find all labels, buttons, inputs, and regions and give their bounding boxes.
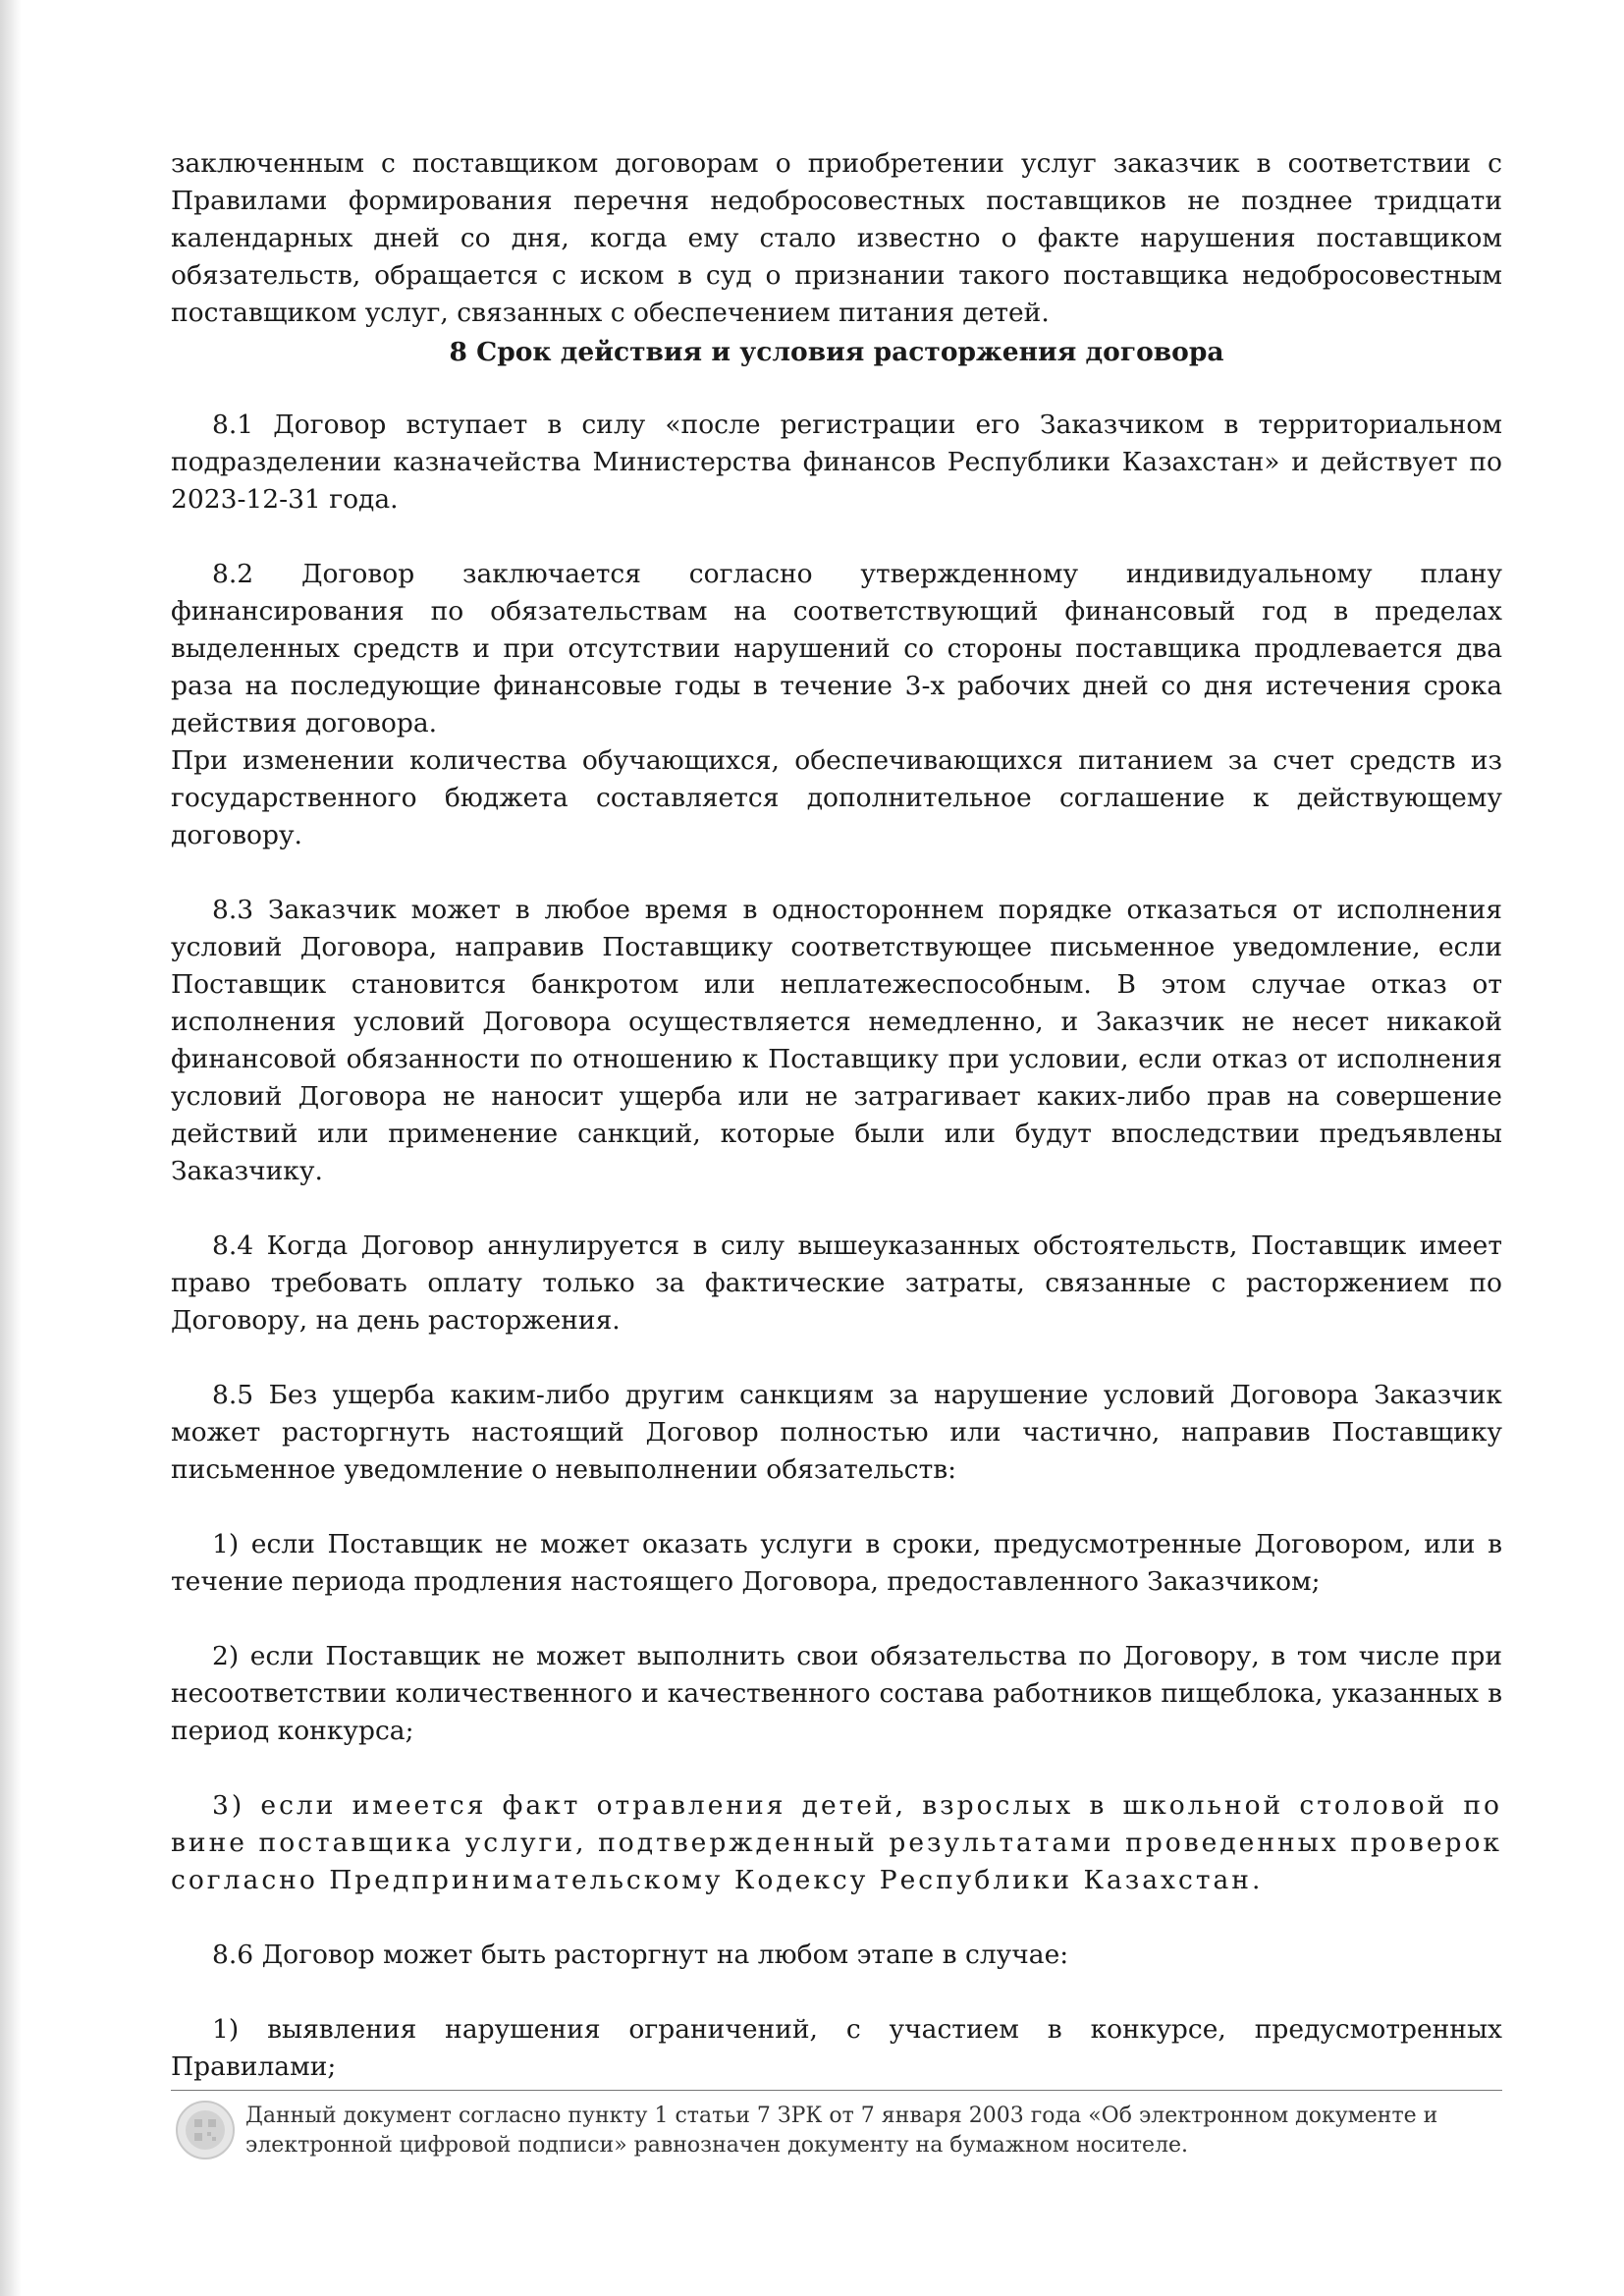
- clause-8-6: 8.6 Договор может быть расторгнут на любом этапе в случае:: [212, 1940, 1069, 1970]
- clause-8-2-continuation: При изменении количества обучающихся, обеспечивающихся питанием за счет средств из государственного бюджета составляется дополнительное соглашение к действующему договору.: [171, 745, 1502, 850]
- document-body: [171, 145, 1502, 2086]
- footer: [171, 2100, 1502, 2168]
- legal-footnote: Данный документ согласно пункту 1 статьи 7 ЗРК от 7 января 2003 года «Об электронном документе и электронной цифровой подписи» равнозначен документу на бумажном носителе.: [245, 2104, 1438, 2158]
- clause-8-2: 8.2 Договор заключается согласно утвержденному индивидуальному плану финансирования по обязательствам на соответствующий финансовый год в пределах выделенных средств и при отсутствии нарушений со стороны поставщика продлевается два раза на последующие финансовые годы в течение 3-х рабочих дней со дня истечения срока действия договора.: [171, 559, 1502, 738]
- scan-edge-shadow: [0, 0, 22, 2296]
- clause-8-5: 8.5 Без ущерба каким-либо другим санкциям за нарушение условий Договора Заказчик может расторгнуть настоящий Договор полностью или частично, направив Поставщику письменное уведомление о невыполнении обязательств:: [171, 1380, 1502, 1485]
- clause-8-1: 8.1 Договор вступает в силу «после регистрации его Заказчиком в территориальном подразделении казначейства Министерства финансов Республики Казахстан» и действует по 2023-12-31 года.: [171, 410, 1502, 515]
- clause-8-3: 8.3 Заказчик может в любое время в одностороннем порядке отказаться от исполнения условий Договора, направив Поставщику соответствующее письменное уведомление, если Поставщик становится банкротом или неплатежеспособным. В этом случае отказ от исполнения условий Договора осуществляется немедленно, и Заказчик не несет никакой финансовой обязанности по отношению к Поставщику при условии, если отказ от исполнения условий Договора не наносит ущерба или не затрагивает каких-либо прав на совершение действий или применение санкций, которые были или будут впоследствии предъявлены Заказчику.: [171, 895, 1502, 1186]
- clause-8-4: 8.4 Когда Договор аннулируется в силу вышеуказанных обстоятельств, Поставщик имеет право требовать оплату только за фактические затраты, связанные с расторжением по Договору, на день расторжения.: [171, 1230, 1502, 1336]
- qr-seal-icon: [175, 2100, 236, 2160]
- clause-8-5-item-3: 3) если имеется факт отравления детей, взрослых в школьной столовой по вине поставщика услуги, подтвержденный результатами проведенных проверок согласно Предпринимательскому Кодексу Республики Казахстан.: [171, 1790, 1502, 1895]
- footer-divider: [171, 2090, 1502, 2091]
- continuation-paragraph: заключенным с поставщиком договорам о приобретении услуг заказчик в соответствии с Правилами формирования перечня недобросовестных поставщиков не позднее тридцати календарных дней со дня, когда ему стало известно о факте нарушения поставщиком обязательств, обращается с иском в суд о признании такого поставщика недобросовестным поставщиком услуг, связанных с обеспечением питания детей.: [171, 148, 1502, 328]
- clause-8-6-item-1: 1) выявления нарушения ограничений, с участием в конкурсе, предусмотренных Правилами;: [171, 2014, 1502, 2082]
- section-heading: 8 Срок действия и условия расторжения договора: [449, 337, 1224, 367]
- clause-8-5-item-1: 1) если Поставщик не может оказать услуги в сроки, предусмотренные Договором, или в течение периода продления настоящего Договора, предоставленного Заказчиком;: [171, 1529, 1502, 1597]
- clause-8-5-item-2: 2) если Поставщик не может выполнить свои обязательства по Договору, в том числе при несоответствии количественного и качественного состава работников пищеблока, указанных в период конкурса;: [171, 1641, 1502, 1746]
